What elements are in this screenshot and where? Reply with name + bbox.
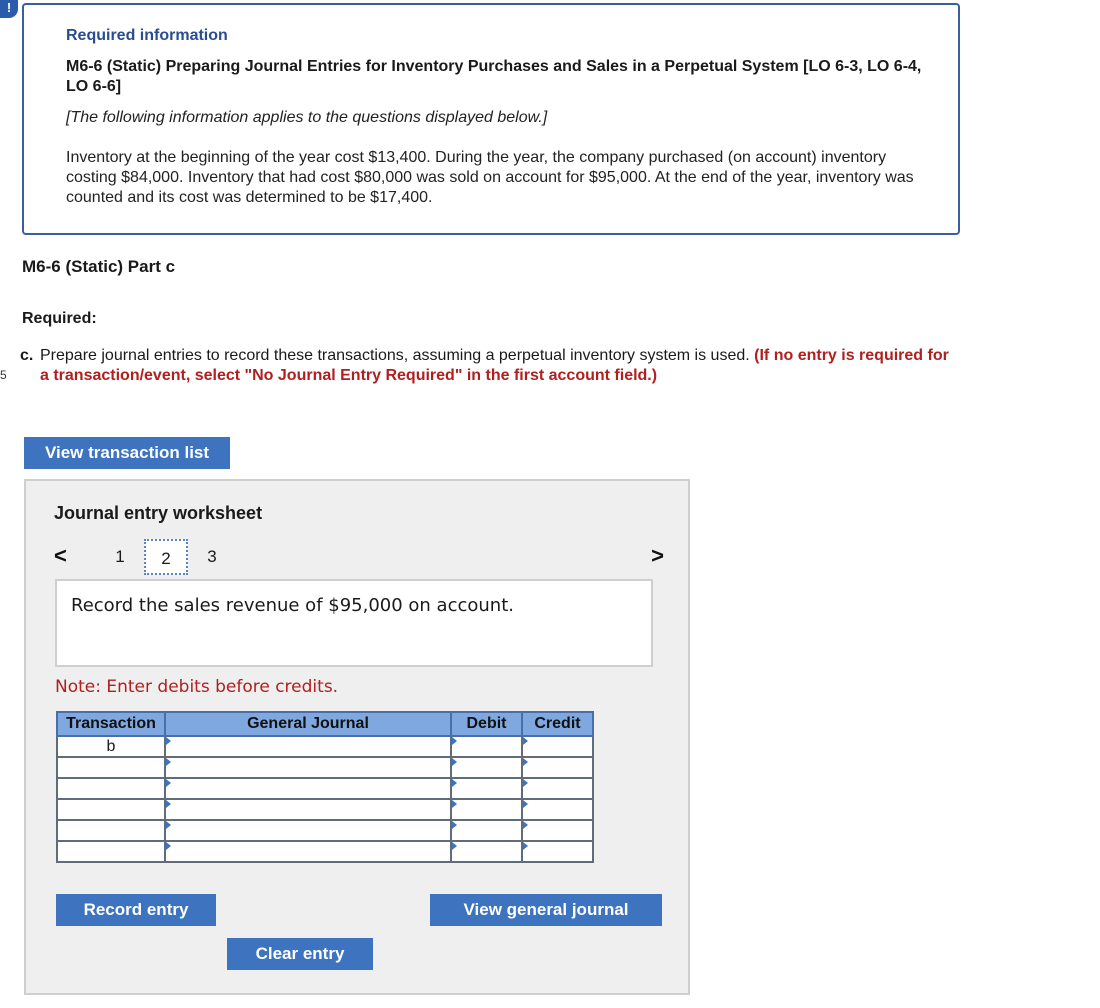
view-transaction-list-button[interactable]: View transaction list <box>24 437 230 469</box>
transaction-prompt: Record the sales revenue of $95,000 on account. <box>71 595 514 616</box>
input-marker-icon <box>452 779 457 787</box>
part-title: M6-6 (Static) Part c <box>22 257 176 276</box>
input-marker-icon <box>523 737 528 745</box>
journal-entry-worksheet <box>24 479 690 995</box>
required-information-heading: Required information <box>66 27 228 44</box>
debit-input[interactable] <box>451 799 522 820</box>
transaction-cell <box>57 841 165 862</box>
account-input[interactable] <box>165 841 451 862</box>
debit-input[interactable] <box>451 778 522 799</box>
input-marker-icon <box>452 821 457 829</box>
credit-input[interactable] <box>522 799 593 820</box>
input-marker-icon <box>523 821 528 829</box>
transaction-cell: b <box>57 736 165 757</box>
table-row <box>57 841 593 862</box>
column-header-general-journal: General Journal <box>165 712 451 736</box>
table-row <box>57 757 593 778</box>
table-row <box>57 820 593 841</box>
required-information-panel <box>22 3 960 235</box>
problem-title: M6-6 (Static) Preparing Journal Entries for Inventory Purchases and Sales in a Perpetual System [LO 6-3, LO 6-4, LO 6-6] <box>66 58 922 95</box>
page-3-tab[interactable]: 3 <box>207 547 217 566</box>
dropdown-marker-icon <box>166 821 171 829</box>
table-row <box>57 778 593 799</box>
debit-input[interactable] <box>451 736 522 757</box>
required-label: Required: <box>22 310 97 327</box>
instruction-emphasis: (If no entry is required for a transaction/event, select "No Journal Entry Required" in the first account field.) <box>40 347 949 384</box>
journal-table <box>56 711 594 863</box>
credit-input[interactable] <box>522 736 593 757</box>
transaction-prompt-box <box>55 579 653 667</box>
clear-entry-button[interactable]: Clear entry <box>227 938 373 970</box>
input-marker-icon <box>452 842 457 850</box>
instruction-letter: c. <box>20 347 34 364</box>
instruction-text: Prepare journal entries to record these transactions, assuming a perpetual inventory system is used. <box>40 347 750 364</box>
problem-body: Inventory at the beginning of the year cost $13,400. During the year, the company purchased (on account) inventory costing $84,000. Inventory that had cost $80,000 was sold on account for $95,000. At the end of the year, inventory was counted and its cost was determined to be $17,400. <box>66 149 914 206</box>
column-header-transaction: Transaction <box>57 712 165 736</box>
chevron-left-icon[interactable]: < <box>54 543 67 568</box>
record-entry-button[interactable]: Record entry <box>56 894 216 926</box>
table-row <box>57 799 593 820</box>
input-marker-icon <box>523 800 528 808</box>
dropdown-marker-icon <box>166 737 171 745</box>
credit-input[interactable] <box>522 757 593 778</box>
dropdown-marker-icon <box>166 758 171 766</box>
edge-fragment: 5 <box>0 368 7 382</box>
transaction-cell <box>57 799 165 820</box>
transaction-cell <box>57 820 165 841</box>
debit-input[interactable] <box>451 841 522 862</box>
dropdown-marker-icon <box>166 842 171 850</box>
credit-input[interactable] <box>522 841 593 862</box>
input-marker-icon <box>523 842 528 850</box>
dropdown-marker-icon <box>166 779 171 787</box>
debit-input[interactable] <box>451 820 522 841</box>
view-general-journal-button[interactable]: View general journal <box>430 894 662 926</box>
alert-icon: ! <box>0 0 18 18</box>
transaction-cell <box>57 757 165 778</box>
chevron-right-icon[interactable]: > <box>651 543 664 568</box>
account-input[interactable] <box>165 820 451 841</box>
debits-note: Note: Enter debits before credits. <box>55 677 339 697</box>
account-input[interactable] <box>165 799 451 820</box>
input-marker-icon <box>452 758 457 766</box>
worksheet-title: Journal entry worksheet <box>54 503 263 523</box>
debit-input[interactable] <box>451 757 522 778</box>
input-marker-icon <box>523 779 528 787</box>
instruction <box>20 346 950 386</box>
page-2-tab[interactable]: 2 <box>144 539 188 575</box>
input-marker-icon <box>452 800 457 808</box>
table-row <box>57 736 593 757</box>
input-marker-icon <box>523 758 528 766</box>
credit-input[interactable] <box>522 778 593 799</box>
input-marker-icon <box>452 737 457 745</box>
column-header-debit: Debit <box>451 712 522 736</box>
dropdown-marker-icon <box>166 800 171 808</box>
transaction-cell <box>57 778 165 799</box>
worksheet-pager <box>54 541 664 581</box>
account-input[interactable] <box>165 757 451 778</box>
account-input[interactable] <box>165 778 451 799</box>
page-1-tab[interactable]: 1 <box>115 547 125 566</box>
column-header-credit: Credit <box>522 712 593 736</box>
account-input[interactable] <box>165 736 451 757</box>
applies-note: [The following information applies to the questions displayed below.] <box>66 109 548 126</box>
credit-input[interactable] <box>522 820 593 841</box>
